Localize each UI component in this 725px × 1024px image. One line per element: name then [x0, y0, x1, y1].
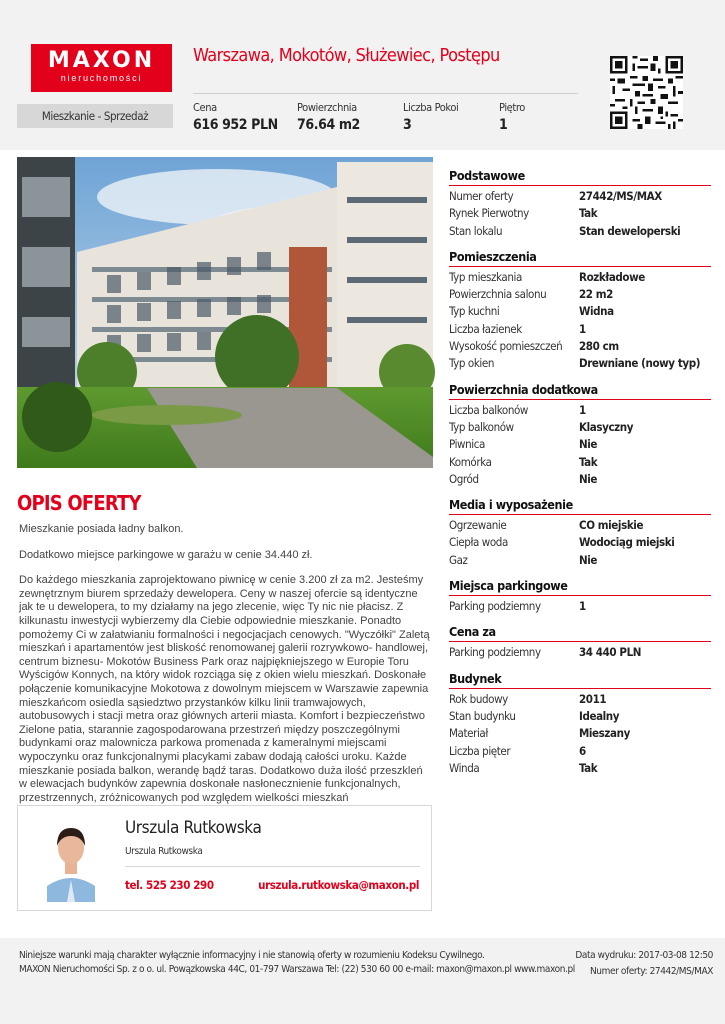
spec-row: [449, 760, 711, 777]
spec-key: Typ kuchni: [449, 304, 500, 319]
section-title: Powierzchnia dodatkowa: [449, 382, 711, 400]
spec-key: Typ okien: [449, 356, 495, 371]
spec-value: 22 m2: [579, 287, 613, 302]
stat-label: Piętro: [499, 101, 525, 114]
spec-key: Numer oferty: [449, 189, 514, 203]
spec-value: 2011: [579, 691, 607, 706]
spec-key: Powierzchnia salonu: [449, 287, 547, 302]
description-paragraph: Do każdego mieszkania zaprojektowano piwnicę w cenie 3.200 zł za m2. Jesteśmy zewnętrznym biurem sprzedaży dewelopera. Ceny w naszej ofercie są identyczne jak te u dewelopera, to my działamy na jego zlecenie, więc Ty nic nie płacisz. Z kilkunastu inwestycji wybierzemy dla Ciebie odpowiednie mieszkanie. Ponadto pomożemy Ci w załatwianiu formalności i negocjacjach cenowych. "Wyczółki" Zaletą mieszkań i apartamentów jest bliskość renomowanej galerii rozrywkowo- handlowej, centrum biznesu- Mokotów Business Park oraz najpiękniejszego w Europie Toru Wyścigów Konnych, na który widok rozciąga się z okien wielu mieszkań. Doskonałe połączenie komunikacyjne Mokotowa z dowolnym miejscem w Warszawie zapewnia mieszkańcom osiedla sąsiedztwo przystanków kilku linii tramwajowych, autobusowych i stacji metra oraz głównych arterii miasta. Komfort i bezpieczeństwo Zielone patia, starannie zagospodarowana przestrzeń między poszczególnymi budynkami oraz malownicza parkowa promenada z kameralnymi miejscami wypoczynku oraz funkcjonalnymi placykami zabaw dodają całości uroku. Każde mieszkanie posiada balkon, werandę bądź taras. Dodatkowo duża ilość przeszkleń w elewacjach budynków zapewnia doskonałe nasłonecznienie funkcjonalnych, przestrzennych, zróżnicowanych pod względem wielkości mieszkań: [19, 574, 430, 804]
section-title: Pomieszczenia: [449, 249, 711, 267]
spec-row: [449, 552, 711, 569]
spec-key: Materiał: [449, 726, 488, 741]
section-title: Cena za: [449, 624, 711, 642]
spec-key: Typ mieszkania: [449, 269, 522, 284]
spec-key: Stan lokalu: [449, 223, 503, 238]
spec-row: [449, 725, 711, 742]
spec-row: [449, 644, 711, 661]
spec-key: Stan budynku: [449, 708, 516, 723]
property-photo[interactable]: [17, 157, 433, 468]
stat-value: 1: [499, 117, 508, 133]
spec-value: 1: [579, 599, 586, 614]
description-text: [19, 523, 431, 804]
spec-key: Parking podziemny: [449, 645, 541, 660]
stat-label: Cena: [193, 101, 217, 114]
spec-row: [449, 205, 711, 222]
footer-disclaimer: Niniejsze warunki mają charakter wyłącznie informacyjny i nie stanowią oferty w rozumieniu Kodeksu Cywilnego.: [19, 950, 485, 961]
spec-key: Liczba balkonów: [449, 402, 528, 417]
spec-key: Ciepła woda: [449, 535, 508, 550]
spec-row: [449, 534, 711, 551]
footer-print-date: Data wydruku: 2017-03-08 12:50: [575, 950, 713, 961]
footer-offer-number: Numer oferty: 27442/MS/MAX: [589, 966, 713, 977]
spec-value: 280 cm: [579, 339, 619, 354]
spec-value: Mieszany: [579, 726, 630, 741]
spec-row: [449, 743, 711, 760]
spec-value: 27442/MS/MAX: [579, 189, 662, 203]
spec-value: Nie: [579, 471, 598, 486]
header-divider: [193, 93, 578, 94]
spec-key: Parking podziemny: [449, 599, 541, 614]
footer: [0, 938, 725, 1024]
stat-label: Liczba Pokoi: [403, 101, 459, 114]
stat-value: 616 952 PLN: [193, 117, 278, 133]
avatar: [41, 818, 101, 902]
header-band: [0, 0, 725, 150]
spec-value: Stan deweloperski: [579, 223, 681, 238]
spec-row: [449, 188, 711, 205]
spec-row: [449, 419, 711, 436]
spec-key: Gaz: [449, 552, 468, 567]
spec-row: [449, 286, 711, 303]
spec-value: 6: [579, 743, 586, 758]
spec-row: [449, 303, 711, 320]
spec-value: Klasyczny: [579, 419, 634, 434]
spec-key: Ogrzewanie: [449, 518, 507, 533]
spec-row: [449, 223, 711, 240]
stat-rooms: [403, 101, 458, 133]
specs-panel: [449, 168, 711, 777]
section-title: Podstawowe: [449, 168, 711, 186]
spec-row: [449, 598, 711, 615]
spec-row: [449, 402, 711, 419]
qr-code-icon[interactable]: [610, 56, 683, 129]
logo-tagline: nieruchomości: [60, 73, 143, 83]
spec-key: Wysokość pomieszczeń: [449, 339, 563, 354]
agent-phone-link[interactable]: tel. 525 230 290: [125, 878, 214, 892]
spec-key: Rynek Pierwotny: [449, 206, 529, 221]
spec-key: Rok budowy: [449, 691, 508, 706]
spec-value: Drewniane (nowy typ): [579, 356, 701, 371]
footer-company: MAXON Nieruchomości Sp. z o o. ul. Powązkowska 44C, 01-797 Warszawa Tel: (22) 530 60 00 e-mail: maxon@maxon.pl www.maxon.pl: [19, 964, 575, 975]
agent-subtitle: Urszula Rutkowska: [125, 846, 203, 857]
agent-card: [17, 805, 432, 911]
agent-email-link[interactable]: urszula.rutkowska@maxon.pl: [258, 878, 419, 892]
spec-value: 34 440 PLN: [579, 645, 642, 660]
stat-price: [193, 101, 278, 133]
spec-value: 1: [579, 402, 586, 417]
spec-row: [449, 454, 711, 471]
spec-row: [449, 338, 711, 355]
description-title: OPIS OFERTY: [17, 491, 141, 515]
spec-value: Tak: [579, 454, 598, 469]
spec-row: [449, 471, 711, 488]
spec-value: Rozkładowe: [579, 269, 645, 284]
spec-value: Nie: [579, 437, 598, 452]
spec-key: Ogród: [449, 471, 479, 486]
spec-value: Wodociąg miejski: [579, 535, 675, 550]
section-title: Media i wyposażenie: [449, 497, 711, 515]
spec-value: Idealny: [579, 708, 620, 723]
description-paragraph: Mieszkanie posiada ładny balkon.: [19, 523, 184, 535]
maxon-logo[interactable]: [31, 44, 172, 92]
spec-value: Widna: [579, 304, 614, 319]
spec-value: Tak: [579, 206, 598, 221]
spec-value: Tak: [579, 760, 598, 775]
spec-row: [449, 691, 711, 708]
spec-value: Nie: [579, 552, 598, 567]
stat-value: 3: [403, 117, 412, 133]
spec-key: Liczba pięter: [449, 743, 511, 758]
logo-wordmark: MAXON: [47, 48, 156, 73]
spec-key: Winda: [449, 760, 480, 775]
spec-value: 1: [579, 321, 586, 336]
section-title: Miejsca parkingowe: [449, 578, 711, 596]
stat-floor: [499, 101, 525, 133]
agent-divider: [125, 866, 420, 867]
stat-area: [297, 101, 360, 133]
spec-key: Typ balkonów: [449, 419, 514, 434]
spec-row: [449, 321, 711, 338]
stat-value: 76.64 m2: [297, 117, 360, 133]
spec-row: [449, 708, 711, 725]
stat-label: Powierzchnia: [297, 101, 357, 114]
section-title: Budynek: [449, 671, 711, 689]
spec-value: CO miejskie: [579, 518, 644, 533]
property-type-badge: Mieszkanie - Sprzedaż: [17, 104, 173, 128]
spec-key: Liczba łazienek: [449, 321, 522, 336]
agent-name: Urszula Rutkowska: [125, 818, 262, 838]
spec-key: Piwnica: [449, 437, 485, 452]
spec-row: [449, 436, 711, 453]
spec-row: [449, 355, 711, 372]
description-paragraph: Dodatkowo miejsce parkingowe w garażu w cenie 34.440 zł.: [19, 548, 313, 561]
spec-row: [449, 517, 711, 534]
spec-row: [449, 269, 711, 286]
spec-key: Komórka: [449, 454, 492, 469]
location-title: Warszawa, Mokotów, Służewiec, Postępu: [193, 45, 500, 66]
